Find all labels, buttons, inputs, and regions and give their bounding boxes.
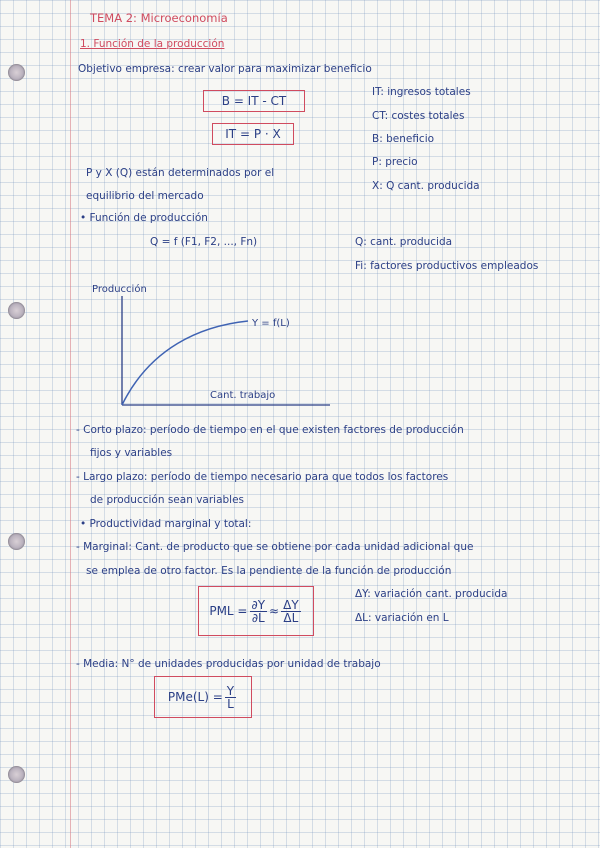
- page-title: TEMA 2: Microeconomía: [90, 11, 228, 25]
- binder-hole: [8, 64, 25, 81]
- legend-item: B: beneficio: [372, 133, 435, 145]
- intro-text: Objetivo empresa: crear valor para maximizar beneficio: [78, 63, 372, 75]
- legend-item: X: Q cant. producida: [372, 180, 480, 192]
- delta-y-definition: ΔY: variación cant. producida: [355, 588, 508, 600]
- equilibrium-line: equilibrio del mercado: [86, 190, 204, 202]
- margin-line: [70, 0, 71, 848]
- revenue-formula-box: [212, 123, 294, 145]
- y-axis-label: Producción: [92, 284, 147, 295]
- equilibrium-line: P y X (Q) están determinados por el: [86, 167, 275, 179]
- benefit-formula: B = IT - CT: [221, 94, 287, 108]
- binder-hole: [8, 533, 25, 550]
- legend-item: P: precio: [372, 156, 418, 168]
- pml-label: PML =: [209, 604, 248, 618]
- revenue-formula: IT = P · X: [225, 127, 281, 141]
- marginal-product-formula-box: [198, 586, 314, 636]
- binder-hole: [8, 766, 25, 783]
- legend-item: IT: ingresos totales: [372, 86, 471, 98]
- production-function-heading: • Función de producción: [80, 212, 208, 224]
- approx-sign: ≈: [269, 604, 280, 618]
- x-axis-label: Cant. trabajo: [210, 390, 276, 401]
- average-text: - Media: N° de unidades producidas por unidad de trabajo: [76, 658, 381, 670]
- benefit-formula-box: [203, 90, 305, 112]
- average-ratio: $\frac{Y}{L}$: [226, 683, 235, 711]
- q-definition: Q: cant. producida: [355, 236, 453, 248]
- section-heading: 1. Función de la producción: [80, 38, 225, 50]
- long-run-text: - Largo plazo: período de tiempo necesario para que todos los factores: [76, 471, 449, 483]
- marginal-text: se emplea de otro factor. Es la pendiente de la función de producción: [86, 565, 452, 577]
- productivity-heading: • Productividad marginal y total:: [80, 518, 252, 530]
- production-function-formula: Q = f (F1, F2, ..., Fn): [150, 236, 258, 248]
- average-product-formula-box: [154, 676, 252, 718]
- factors-definition: Fi: factores productivos empleados: [355, 260, 539, 272]
- production-graph: [80, 278, 350, 413]
- legend-item: CT: costes totales: [372, 110, 465, 122]
- binder-hole: [8, 302, 25, 319]
- delta-l-definition: ΔL: variación en L: [355, 612, 449, 624]
- short-run-text: fijos y variables: [90, 447, 173, 459]
- pme-label: PMe(L) =: [167, 690, 223, 704]
- long-run-text: de producción sean variables: [90, 494, 245, 506]
- delta-ratio: $\frac{\Delta Y}{\Delta L}$: [283, 597, 299, 625]
- marginal-text: - Marginal: Cant. de producto que se obtiene por cada unidad adicional que: [76, 541, 474, 553]
- curve-label: Y = f(L): [252, 318, 290, 329]
- partial-derivative: $\frac{\partial Y}{\partial L}$: [251, 597, 266, 625]
- short-run-text: - Corto plazo: período de tiempo en el que existen factores de producción: [76, 424, 464, 436]
